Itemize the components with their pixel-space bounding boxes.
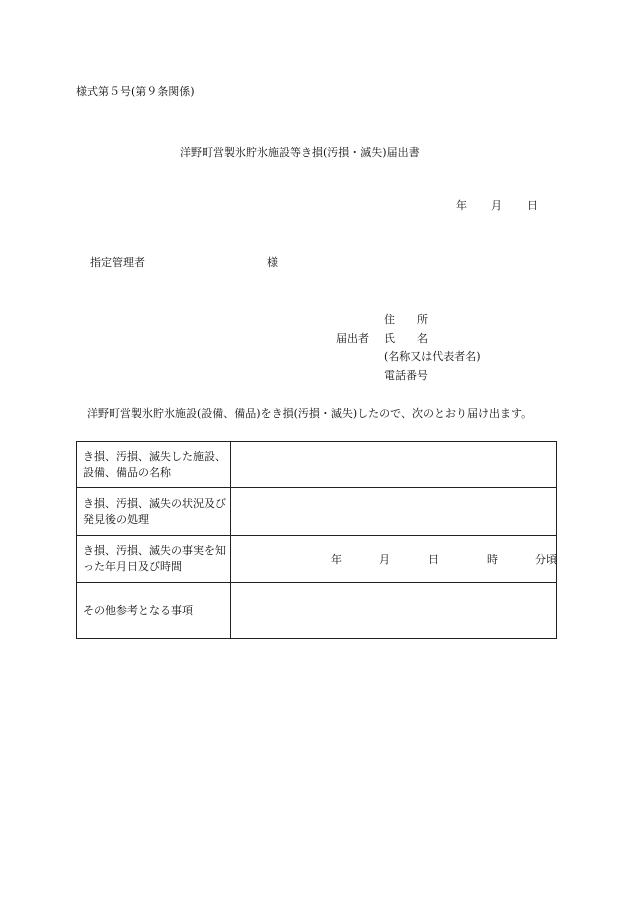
- dt-month-unit: 月: [379, 553, 390, 566]
- form-number: 様式第５号(第９条関係): [76, 85, 195, 98]
- row-label-status: き損、汚損、滅失の状況及び発見後の処理: [77, 488, 231, 536]
- dt-minute-unit: 分頃: [535, 553, 557, 566]
- representative-label: (名称又は代表者名): [384, 350, 481, 363]
- intro-text: 洋野町営製氷貯氷施設(設備、備品)をき損(汚損・滅失)したので、次のとおり届け出ます。: [76, 407, 533, 420]
- dt-hour-unit: 時: [487, 553, 498, 566]
- table-row: [77, 442, 557, 488]
- report-table: [76, 441, 557, 639]
- status-field[interactable]: [231, 488, 557, 536]
- table-row: [77, 536, 557, 583]
- document-title: 洋野町営製氷貯氷施設等き損(汚損・滅失)届出書: [180, 146, 420, 159]
- dt-year-unit: 年: [331, 553, 342, 566]
- date-day-label: 日: [527, 199, 538, 212]
- row-label-item-name: き損、汚損、滅失した施設、設備、備品の名称: [77, 442, 231, 488]
- datetime-field[interactable]: [231, 536, 557, 583]
- addressee-honorific: 様: [267, 256, 278, 269]
- name-label: 氏 名: [384, 332, 428, 345]
- addressee-label: 指定管理者: [90, 256, 145, 269]
- date-year-label: 年: [456, 199, 467, 212]
- row-label-other: その他参考となる事項: [77, 583, 231, 639]
- address-label: 住 所: [384, 313, 428, 326]
- date-month-label: 月: [491, 199, 502, 212]
- other-notes-field[interactable]: [231, 583, 557, 639]
- dt-day-unit: 日: [428, 553, 439, 566]
- item-name-field[interactable]: [231, 442, 557, 488]
- notifier-label: 届出者: [336, 332, 369, 345]
- table-row: [77, 488, 557, 536]
- table-row: [77, 583, 557, 639]
- phone-label: 電話番号: [384, 369, 428, 382]
- row-label-datetime: き損、汚損、滅失の事実を知った年月日及び時間: [77, 536, 231, 583]
